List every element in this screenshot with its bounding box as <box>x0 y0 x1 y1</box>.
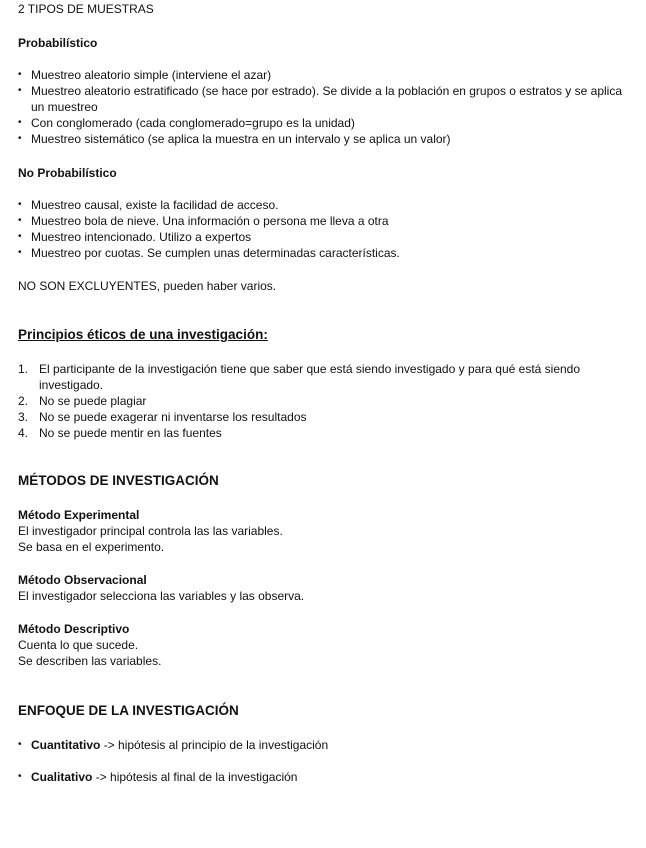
item-text: No se puede plagiar <box>39 394 147 408</box>
enfoque-term: Cuantitativo <box>31 738 101 752</box>
enfoque-desc: -> hipótesis al final de la investigación <box>92 770 298 784</box>
no-probabilistico-list <box>18 197 628 261</box>
metodo-experimental-line1: El investigador principal controla las las variables. <box>18 524 283 538</box>
metodo-descriptivo-title: Método Descriptivo <box>18 622 130 636</box>
metodo-observacional-title: Método Observacional <box>18 573 147 587</box>
probabilistico-list <box>18 67 628 147</box>
list-item <box>18 425 628 441</box>
list-item <box>18 769 628 785</box>
metodo-experimental-line2: Se basa en el experimento. <box>18 540 165 554</box>
metodo-observacional-line1: El investigador selecciona las variables y las observa. <box>18 589 305 603</box>
item-number: 1. <box>18 362 29 376</box>
list-item: • Muestreo bola de nieve. Una información o persona me lleva a otra <box>18 213 628 229</box>
list-item: • Con conglomerado (cada conglomerado=grupo es la unidad) <box>18 115 628 131</box>
item-number: 4. <box>18 426 29 440</box>
list-item: • Muestreo aleatorio estratificado (se hace por estrado). Se divide a la población en grupos o estratos y se aplica un muestreo <box>18 83 628 115</box>
principios-heading: Principios éticos de una investigación: <box>18 327 268 342</box>
principios-list <box>18 361 628 441</box>
list-item <box>18 393 628 409</box>
enfoque-list <box>18 737 628 785</box>
metodo-descriptivo-line1: Cuenta lo que sucede. <box>18 638 139 652</box>
list-item <box>18 409 628 425</box>
list-item: • Muestreo intencionado. Utilizo a expertos <box>18 229 628 245</box>
enfoque-term: Cualitativo <box>31 770 93 784</box>
metodo-experimental-title: Método Experimental <box>18 508 140 522</box>
item-number: 3. <box>18 410 29 424</box>
list-item: • Muestreo aleatorio simple (interviene el azar) <box>18 67 628 83</box>
note-text: NO SON EXCLUYENTES, pueden haber varios. <box>18 279 277 293</box>
metodo-descriptivo-line2: Se describen las variables. <box>18 654 162 668</box>
list-item: • Muestreo causal, existe la facilidad de acceso. <box>18 197 628 213</box>
metodos-heading: MÉTODOS DE INVESTIGACIÓN <box>18 473 219 488</box>
enfoque-heading: ENFOQUE DE LA INVESTIGACIÓN <box>18 703 239 718</box>
list-item <box>18 361 628 393</box>
item-number: 2. <box>18 394 29 408</box>
item-text: No se puede mentir en las fuentes <box>39 426 222 440</box>
enfoque-desc: -> hipótesis al principio de la investigación <box>100 738 329 752</box>
no-probabilistico-heading: No Probabilístico <box>18 166 117 180</box>
list-item: • Muestreo por cuotas. Se cumplen unas determinadas características. <box>18 245 628 261</box>
list-item: • Muestreo sistemático (se aplica la muestra en un intervalo y se aplica un valor) <box>18 131 628 147</box>
doc-title: 2 TIPOS DE MUESTRAS <box>18 2 154 16</box>
item-text: No se puede exagerar ni inventarse los resultados <box>39 410 307 424</box>
probabilistico-heading: Probabilístico <box>18 36 98 50</box>
list-item <box>18 737 628 753</box>
item-text: El participante de la investigación tiene que saber que está siendo investigado y para qué está siendo investigado. <box>39 362 581 392</box>
